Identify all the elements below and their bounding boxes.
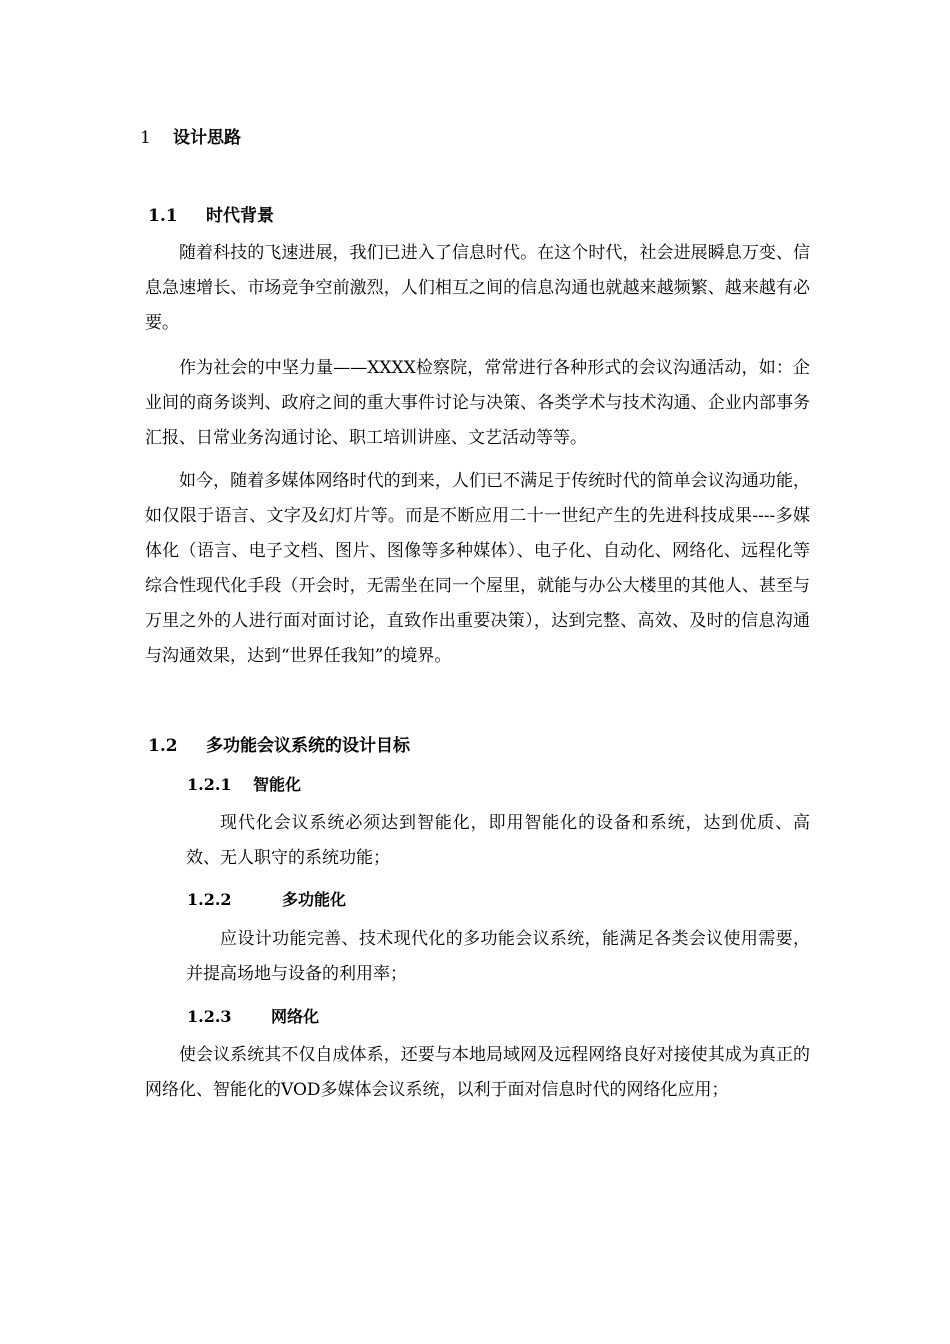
heading-number: 1.2.2: [187, 890, 232, 909]
paragraph-info-age: 随着科技的飞速进展，我们已进入了信息时代。在这个时代，社会进展瞬息万变、信息急速增长、市场竞争空前激烈，人们相互之间的信息沟通也就越来越频繁、越来越有必要。: [145, 243, 810, 333]
heading-title: 多功能化: [282, 890, 347, 909]
paragraph-intelligent: 现代化会议系统必须达到智能化，即用智能化的设备和系统，达到优质、高效、无人职守的系统功能；: [186, 813, 810, 868]
heading-1: [140, 127, 241, 149]
heading-title: 多功能会议系统的设计目标: [206, 736, 410, 756]
heading-1-2-2: [187, 889, 346, 911]
heading-number: 1: [140, 128, 151, 148]
heading-1-2: [148, 735, 410, 757]
heading-number: 1.1: [148, 206, 178, 226]
paragraph-multifunction: 应设计功能完善、技术现代化的多功能会议系统，能满足各类会议使用需要，并提高场地与设备的利用率；: [186, 929, 810, 984]
heading-number: 1.2: [148, 736, 178, 756]
paragraph-multimedia: 如今，随着多媒体网络时代的到来，人们已不满足于传统时代的简单会议沟通功能，如仅限于语言、文字及幻灯片等。而是不断应用二十一世纪产生的先进科技成果----多媒体化（语言、电子文档、图片、图像等多种媒体）、电子化、自动化、网络化、远程化等综合性现代化手段（开会时，无需坐在同一个屋里，就能与办公大楼里的其他人、甚至与万里之外的人进行面对面讨论，直致作出重要决策），达到完整、高效、及时的信息沟通与沟通效果，达到“世界任我知”的境界。: [145, 471, 810, 666]
heading-1-1: [148, 205, 274, 227]
heading-title: 智能化: [253, 775, 302, 794]
heading-number: 1.2.1: [187, 775, 232, 794]
heading-title: 网络化: [271, 1007, 320, 1026]
heading-1-2-1: [187, 774, 301, 796]
heading-number: 1.2.3: [187, 1007, 232, 1026]
heading-title: 时代背景: [206, 206, 274, 226]
heading-1-2-3: [187, 1006, 319, 1028]
heading-title: 设计思路: [173, 128, 241, 148]
paragraph-networked: 使会议系统其不仅自成体系，还要与本地局域网及远程网络良好对接使其成为真正的网络化、智能化的VOD多媒体会议系统，以利于面对信息时代的网络化应用；: [145, 1045, 810, 1100]
paragraph-procuratorate: 作为社会的中坚力量——XXXX检察院，常常进行各种形式的会议沟通活动，如：企业间的商务谈判、政府之间的重大事件讨论与决策、各类学术与技术沟通、企业内部事务汇报、日常业务沟通讨论、职工培训讲座、文艺活动等等。: [145, 358, 810, 448]
